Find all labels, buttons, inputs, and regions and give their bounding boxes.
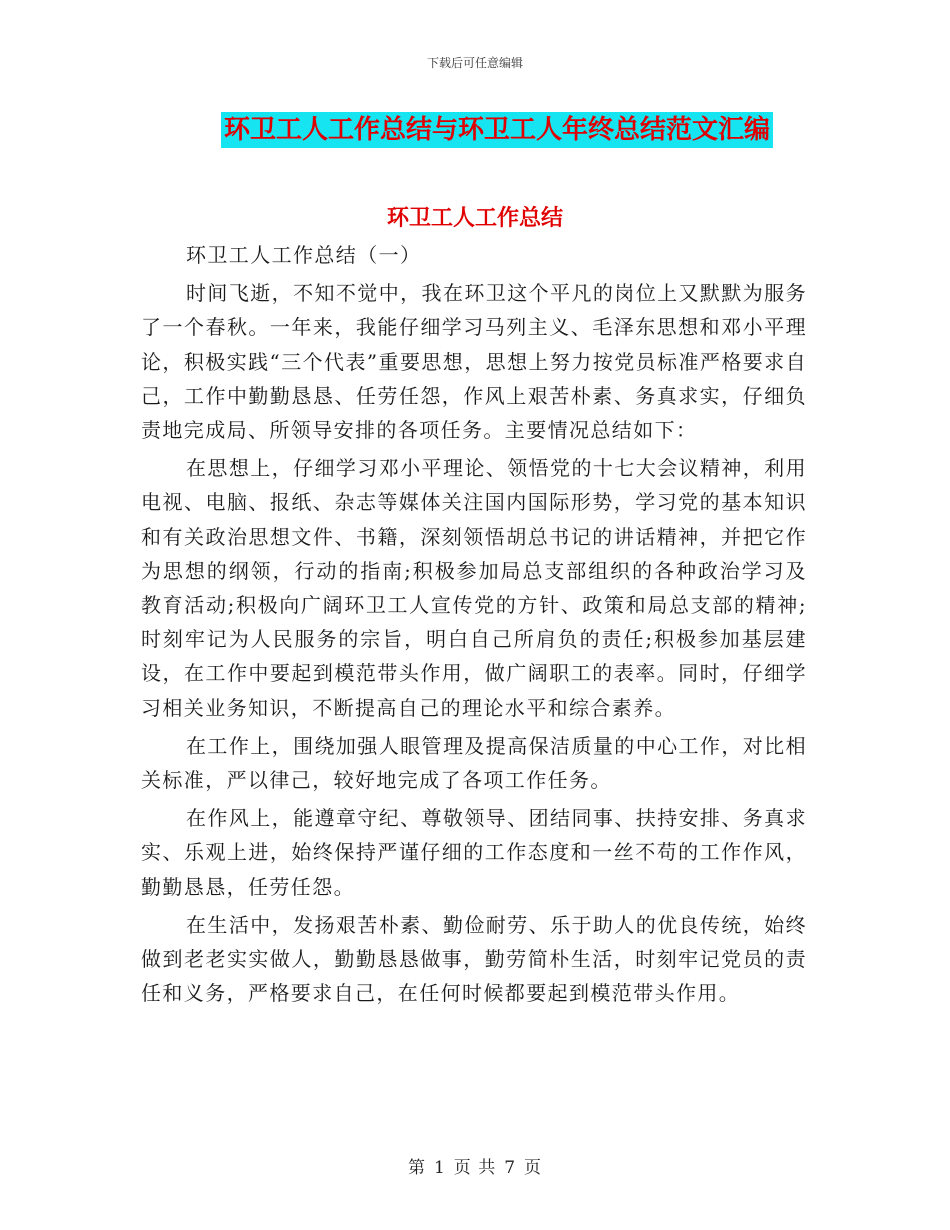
footer-prefix: 第: [407, 1158, 426, 1178]
footer-page-number: 1: [433, 1158, 446, 1178]
paragraph: 在思想上，仔细学习邓小平理论、领悟党的十七大会议精神，利用电视、电脑、报纸、杂志等媒体关注国内国际形势，学习党的基本知识和有关政治思想文件、书籍，深刻领悟胡总书记的讲话精神，并把它作为思想的纲领，行动的指南;积极参加局总支部组织的各种政治学习及教育活动;积极向广阔环卫工人宣传党的方针、政策和局总支部的精神;时刻牢记为人民服务的宗旨，明白自己所肩负的责任;积极参加基层建设，在工作中要起到模范带头作用，做广阔职工的表率。同时，仔细学习相关业务知识，不断提高自己的理论水平和综合素养。: [141, 456, 807, 720]
paragraph: 在作风上，能遵章守纪、尊敬领导、团结同事、扶持安排、务真求实、乐观上进，始终保持严谨仔细的工作态度和一丝不苟的工作作风，勤勤恳恳，任劳任怨。: [141, 806, 807, 899]
body-text: [141, 224, 807, 1014]
main-title: 环卫工人工作总结与环卫工人年终总结范文汇编: [221, 112, 773, 148]
footer-suffix: 页: [524, 1158, 543, 1178]
section-heading: 环卫工人工作总结（一）: [186, 243, 422, 267]
paragraph: 在工作上，围绕加强人眼管理及提高保洁质量的中心工作，对比相关标准，严以律己，较好地完成了各项工作任务。: [141, 733, 807, 793]
page-footer: [0, 1153, 950, 1178]
footer-total-pages: 7: [504, 1158, 517, 1178]
main-title-wrap: [0, 112, 950, 148]
header-note: 下载后可任意编辑: [426, 56, 523, 70]
paragraph: 在生活中，发扬艰苦朴素、勤俭耐劳、乐于助人的优良传统，始终做到老老实实做人，勤勤恳恳做事，勤劳简朴生活，时刻牢记党员的责任和义务，严格要求自己，在任何时候都要起到模范带头作用。: [141, 912, 807, 1006]
footer-middle: 页 共: [453, 1158, 497, 1178]
paragraph: 时间飞逝，不知不觉中，我在环卫这个平凡的岗位上又默默为服务了一个春秋。一年来，我能仔细学习马列主义、毛泽东思想和邓小平理论，积极实践“三个代表”重要思想，思想上努力按党员标准严格要求自己，工作中勤勤恳恳、任劳任怨，作风上艰苦朴素、务真求实，仔细负责地完成局、所领导安排的各项任务。主要情况总结如下：: [141, 281, 807, 443]
sub-title: 环卫工人工作总结: [386, 205, 563, 231]
